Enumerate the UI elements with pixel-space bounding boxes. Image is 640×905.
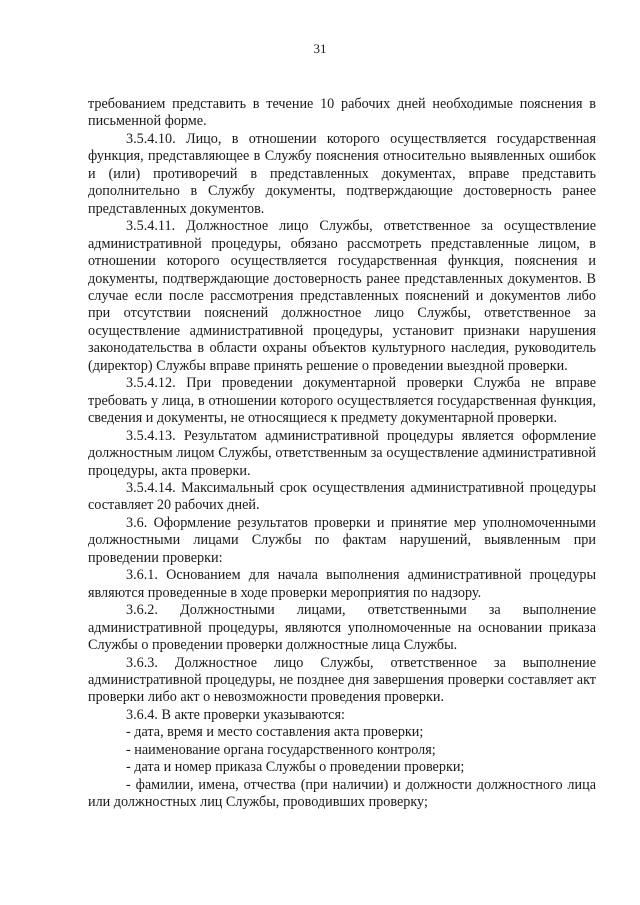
page-number: 31 — [313, 41, 327, 56]
paragraph: 3.6.1. Основанием для начала выполнения административной процедуры являются проведенные в ходе проверки мероприятия по надзору. — [88, 567, 596, 601]
paragraph: 3.5.4.12. При проведении документарной проверки Служба не вправе требовать у лица, в отношении которого осуществляется государственная функция, сведения и документы, не относящиеся к предмету документарной проверки. — [88, 375, 596, 427]
paragraph: - дата и номер приказа Службы о проведении проверки; — [126, 759, 465, 776]
paragraph: 3.5.4.14. Максимальный срок осуществления административной процедуры составляет 20 рабочих дней. — [88, 479, 596, 514]
paragraph: - наименование органа государственного контроля; — [126, 741, 436, 758]
paragraph: 3.6.2. Должностными лицами, ответственными за выполнение административной процедуры, являются уполномоченные на основании приказа Службы о проведении проверки должностные лица Службы. — [88, 602, 596, 654]
paragraph: 3.5.4.11. Должностное лицо Службы, ответственное за осуществление административной процедуры, обязано рассмотреть представленные лицом, в отношении которого осуществляется государственная функция, пояснения и документы, подтверждающие достоверность ранее представленных документов. В случае если после рассмотрения представленных пояснений и документов либо при отсутствии пояснений должностное лицо Службы, ответственное за осуществление административной процедуры, установит признаки нарушения законодательства в области охраны объектов культурного наследия, руководитель (директор) Службы вправе принять решение о проведении выездной проверки. — [88, 218, 596, 374]
paragraph: 3.5.4.10. Лицо, в отношении которого осуществляется государственная функция, представляющее в Службу пояснения относительно выявленных ошибок и (или) противоречий в представленных документах, вправе представить дополнительно в Службу документы, подтверждающие достоверность ранее представленных документов. — [88, 130, 596, 217]
paragraph: 3.6.3. Должностное лицо Службы, ответственное за выполнение административной процедуры, не позднее дня завершения проверки составляет акт проверки либо акт о невозможности проведения проверки. — [88, 654, 596, 706]
paragraph: 3.5.4.13. Результатом административной процедуры является оформление должностным лицом Службы, ответственным за осуществление административной процедуры, акта проверки. — [88, 427, 596, 479]
paragraph: - дата, время и место составления акта проверки; — [126, 724, 424, 741]
paragraph: - фамилии, имена, отчества (при наличии) и должности должностного лица или должностных лиц Службы, проводивших проверку; — [88, 776, 596, 811]
paragraph: 3.6.4. В акте проверки указываются: — [126, 706, 345, 723]
paragraph: требованием представить в течение 10 рабочих дней необходимые пояснения в письменной форме. — [88, 96, 596, 130]
document-body — [88, 96, 596, 812]
paragraph: 3.6. Оформление результатов проверки и принятие мер уполномоченными должностными лицами Службы по фактам нарушений, выявленным при проведении проверки: — [88, 514, 596, 566]
